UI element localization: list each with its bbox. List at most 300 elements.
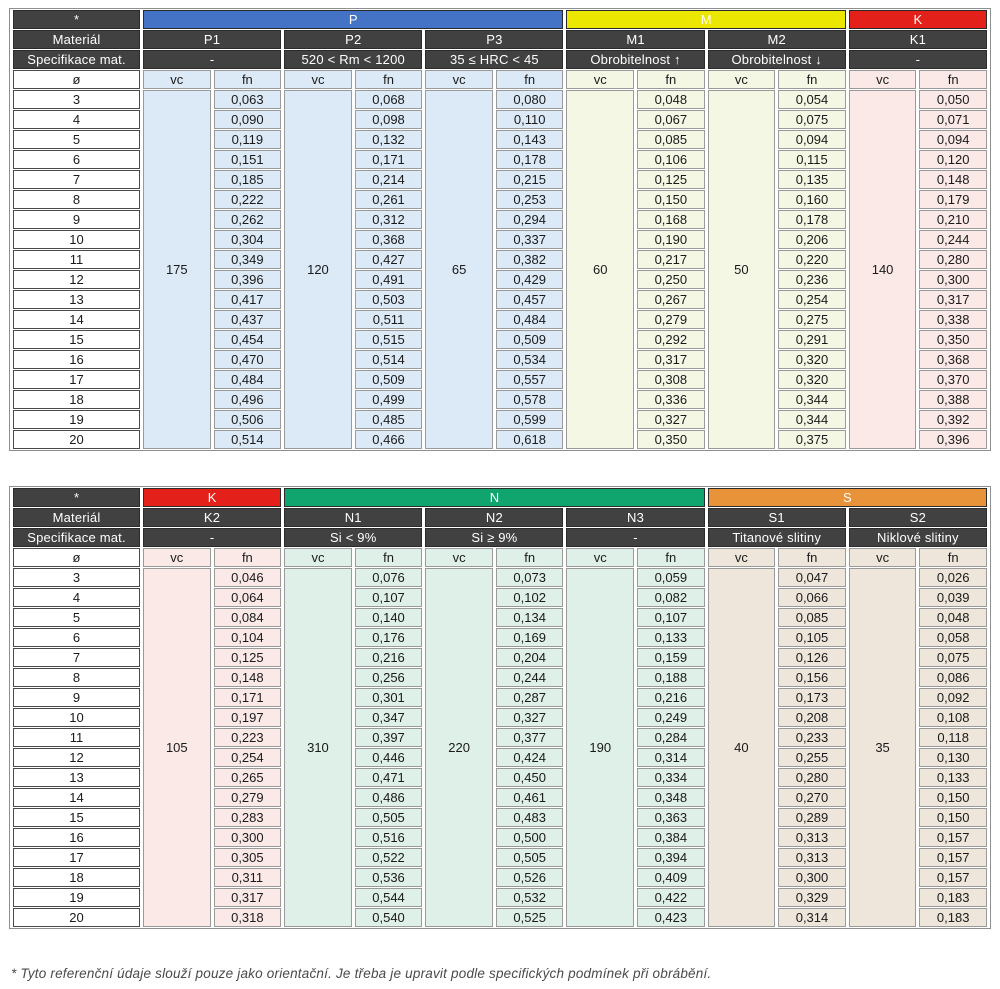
fn-value-N3: 0,059 [637, 568, 705, 587]
fn-value-K2: 0,064 [214, 588, 282, 607]
fn-value-P3: 0,599 [496, 410, 564, 429]
fn-value-M2: 0,344 [778, 410, 846, 429]
fn-value-P1: 0,151 [214, 150, 282, 169]
fn-value-M2: 0,075 [778, 110, 846, 129]
fn-value-P3: 0,080 [496, 90, 564, 109]
fn-value-M2: 0,375 [778, 430, 846, 449]
fn-value-M2: 0,320 [778, 350, 846, 369]
diameter-cell: 14 [13, 788, 140, 807]
diameter-cell: 10 [13, 708, 140, 727]
fn-value-K2: 0,317 [214, 888, 282, 907]
fn-value-N2: 0,500 [496, 828, 564, 847]
diameter-column-header: ø [13, 548, 140, 567]
fn-value-N1: 0,540 [355, 908, 423, 927]
fn-value-N2: 0,483 [496, 808, 564, 827]
fn-value-N3: 0,133 [637, 628, 705, 647]
fn-value-S1: 0,270 [778, 788, 846, 807]
diameter-cell: 5 [13, 608, 140, 627]
fn-value-S2: 0,183 [919, 908, 987, 927]
fn-value-S2: 0,157 [919, 868, 987, 887]
diameter-cell: 16 [13, 828, 140, 847]
material-row-label: Materiál [13, 30, 140, 49]
fn-value-S1: 0,313 [778, 828, 846, 847]
fn-value-N2: 0,377 [496, 728, 564, 747]
fn-value-N2: 0,327 [496, 708, 564, 727]
fn-value-S2: 0,108 [919, 708, 987, 727]
vc-header-P2: vc [284, 70, 352, 89]
fn-value-N1: 0,347 [355, 708, 423, 727]
fn-value-P3: 0,509 [496, 330, 564, 349]
vc-value-P2: 120 [284, 90, 352, 449]
fn-value-N1: 0,536 [355, 868, 423, 887]
fn-value-K2: 0,171 [214, 688, 282, 707]
fn-value-P2: 0,514 [355, 350, 423, 369]
fn-value-N2: 0,505 [496, 848, 564, 867]
vc-value-K1: 140 [849, 90, 917, 449]
fn-value-K1: 0,050 [919, 90, 987, 109]
fn-value-N2: 0,073 [496, 568, 564, 587]
vc-header-P3: vc [425, 70, 493, 89]
iso-group-band-K: K [849, 10, 987, 29]
iso-group-band-N: N [284, 488, 704, 507]
fn-value-M2: 0,178 [778, 210, 846, 229]
diameter-cell: 20 [13, 430, 140, 449]
fn-value-S1: 0,085 [778, 608, 846, 627]
fn-value-S2: 0,092 [919, 688, 987, 707]
fn-value-S2: 0,048 [919, 608, 987, 627]
fn-header-P2: fn [355, 70, 423, 89]
fn-value-K1: 0,388 [919, 390, 987, 409]
diameter-cell: 18 [13, 390, 140, 409]
fn-value-K1: 0,094 [919, 130, 987, 149]
fn-value-N3: 0,314 [637, 748, 705, 767]
fn-value-N2: 0,134 [496, 608, 564, 627]
fn-value-M2: 0,220 [778, 250, 846, 269]
spec-header-N2: Si ≥ 9% [425, 528, 563, 547]
fn-value-K2: 0,300 [214, 828, 282, 847]
fn-value-P2: 0,466 [355, 430, 423, 449]
fn-value-N3: 0,107 [637, 608, 705, 627]
spec-row-label: Specifikace mat. [13, 528, 140, 547]
fn-value-M2: 0,254 [778, 290, 846, 309]
footnote: * Tyto referenční údaje slouží pouze jako orientační. Je třeba je upravit podle specifických podmínek při obrábění. [11, 966, 712, 981]
fn-value-K1: 0,370 [919, 370, 987, 389]
fn-value-P2: 0,427 [355, 250, 423, 269]
spec-header-M1: Obrobitelnost ↑ [566, 50, 704, 69]
fn-value-M1: 0,317 [637, 350, 705, 369]
diameter-cell: 11 [13, 250, 140, 269]
fn-value-P3: 0,253 [496, 190, 564, 209]
fn-value-N1: 0,486 [355, 788, 423, 807]
material-header-P2: P2 [284, 30, 422, 49]
fn-value-P1: 0,349 [214, 250, 282, 269]
fn-value-P1: 0,454 [214, 330, 282, 349]
fn-value-P3: 0,429 [496, 270, 564, 289]
fn-value-K2: 0,223 [214, 728, 282, 747]
fn-value-M1: 0,067 [637, 110, 705, 129]
fn-header-P1: fn [214, 70, 282, 89]
vc-header-N2: vc [425, 548, 493, 567]
fn-value-M1: 0,327 [637, 410, 705, 429]
fn-value-P3: 0,457 [496, 290, 564, 309]
table-row [13, 90, 987, 109]
fn-value-N3: 0,159 [637, 648, 705, 667]
spec-header-P1: - [143, 50, 281, 69]
fn-value-P2: 0,509 [355, 370, 423, 389]
vc-header-N3: vc [566, 548, 634, 567]
cutting-table-top [9, 8, 991, 451]
fn-value-S2: 0,130 [919, 748, 987, 767]
fn-value-S1: 0,173 [778, 688, 846, 707]
vc-value-P3: 65 [425, 90, 493, 449]
fn-value-P3: 0,110 [496, 110, 564, 129]
cutting-table-bottom-table [10, 487, 990, 928]
fn-value-S2: 0,157 [919, 848, 987, 867]
fn-value-N3: 0,334 [637, 768, 705, 787]
iso-group-band-M: M [566, 10, 845, 29]
material-header-M2: M2 [708, 30, 846, 49]
fn-value-M2: 0,054 [778, 90, 846, 109]
fn-value-S2: 0,150 [919, 808, 987, 827]
fn-value-K1: 0,350 [919, 330, 987, 349]
fn-value-S1: 0,233 [778, 728, 846, 747]
fn-value-P2: 0,368 [355, 230, 423, 249]
fn-value-S1: 0,280 [778, 768, 846, 787]
fn-value-N2: 0,244 [496, 668, 564, 687]
fn-value-S1: 0,300 [778, 868, 846, 887]
material-header-M1: M1 [566, 30, 704, 49]
fn-value-N3: 0,423 [637, 908, 705, 927]
fn-value-S2: 0,150 [919, 788, 987, 807]
fn-value-M1: 0,048 [637, 90, 705, 109]
fn-value-S1: 0,126 [778, 648, 846, 667]
fn-value-P2: 0,068 [355, 90, 423, 109]
fn-value-N1: 0,516 [355, 828, 423, 847]
diameter-cell: 15 [13, 330, 140, 349]
iso-group-band-P: P [143, 10, 563, 29]
fn-value-K2: 0,125 [214, 648, 282, 667]
fn-value-S1: 0,047 [778, 568, 846, 587]
fn-value-K2: 0,318 [214, 908, 282, 927]
fn-value-K1: 0,210 [919, 210, 987, 229]
fn-value-N3: 0,348 [637, 788, 705, 807]
fn-value-M1: 0,085 [637, 130, 705, 149]
fn-value-S1: 0,329 [778, 888, 846, 907]
diameter-cell: 9 [13, 210, 140, 229]
fn-value-N3: 0,409 [637, 868, 705, 887]
fn-value-M1: 0,190 [637, 230, 705, 249]
fn-value-N2: 0,525 [496, 908, 564, 927]
fn-header-N1: fn [355, 548, 423, 567]
spec-header-N3: - [566, 528, 704, 547]
diameter-column-header: ø [13, 70, 140, 89]
fn-value-P3: 0,618 [496, 430, 564, 449]
fn-value-S1: 0,105 [778, 628, 846, 647]
fn-value-M2: 0,160 [778, 190, 846, 209]
spec-header-N1: Si < 9% [284, 528, 422, 547]
spec-header-P2: 520 < Rm < 1200 [284, 50, 422, 69]
material-header-N2: N2 [425, 508, 563, 527]
fn-value-P1: 0,396 [214, 270, 282, 289]
fn-value-M1: 0,336 [637, 390, 705, 409]
fn-value-S1: 0,208 [778, 708, 846, 727]
spec-header-S2: Niklové slitiny [849, 528, 987, 547]
fn-value-S1: 0,255 [778, 748, 846, 767]
fn-value-P1: 0,506 [214, 410, 282, 429]
cutting-data-tables [9, 8, 991, 929]
spec-header-K2: - [143, 528, 281, 547]
diameter-cell: 13 [13, 768, 140, 787]
fn-value-M2: 0,320 [778, 370, 846, 389]
spec-header-K1: - [849, 50, 987, 69]
fn-value-N1: 0,256 [355, 668, 423, 687]
fn-header-K2: fn [214, 548, 282, 567]
fn-value-N2: 0,287 [496, 688, 564, 707]
fn-value-M1: 0,217 [637, 250, 705, 269]
fn-value-K2: 0,197 [214, 708, 282, 727]
fn-header-S1: fn [778, 548, 846, 567]
fn-value-K1: 0,280 [919, 250, 987, 269]
material-header-S1: S1 [708, 508, 846, 527]
vc-value-M2: 50 [708, 90, 776, 449]
fn-value-P1: 0,437 [214, 310, 282, 329]
fn-header-M2: fn [778, 70, 846, 89]
fn-value-N2: 0,526 [496, 868, 564, 887]
diameter-cell: 5 [13, 130, 140, 149]
fn-value-S2: 0,183 [919, 888, 987, 907]
fn-value-S2: 0,075 [919, 648, 987, 667]
fn-value-N3: 0,249 [637, 708, 705, 727]
fn-value-P3: 0,578 [496, 390, 564, 409]
fn-value-N3: 0,284 [637, 728, 705, 747]
fn-header-S2: fn [919, 548, 987, 567]
diameter-cell: 11 [13, 728, 140, 747]
fn-value-S1: 0,289 [778, 808, 846, 827]
vc-header-S1: vc [708, 548, 776, 567]
fn-value-P2: 0,491 [355, 270, 423, 289]
fn-value-M1: 0,168 [637, 210, 705, 229]
fn-value-N2: 0,204 [496, 648, 564, 667]
fn-value-N3: 0,216 [637, 688, 705, 707]
fn-value-N3: 0,394 [637, 848, 705, 867]
diameter-cell: 15 [13, 808, 140, 827]
fn-header-M1: fn [637, 70, 705, 89]
fn-value-M2: 0,094 [778, 130, 846, 149]
material-header-K2: K2 [143, 508, 281, 527]
vc-value-N1: 310 [284, 568, 352, 927]
diameter-cell: 6 [13, 150, 140, 169]
fn-value-N1: 0,301 [355, 688, 423, 707]
fn-value-M1: 0,267 [637, 290, 705, 309]
fn-value-N1: 0,522 [355, 848, 423, 867]
fn-value-S2: 0,039 [919, 588, 987, 607]
fn-value-N1: 0,176 [355, 628, 423, 647]
cutting-table-bottom [9, 486, 991, 929]
fn-value-K2: 0,283 [214, 808, 282, 827]
fn-value-S2: 0,157 [919, 828, 987, 847]
fn-value-K1: 0,300 [919, 270, 987, 289]
diameter-cell: 17 [13, 848, 140, 867]
spec-row-label: Specifikace mat. [13, 50, 140, 69]
fn-value-K1: 0,396 [919, 430, 987, 449]
fn-value-K2: 0,265 [214, 768, 282, 787]
fn-value-K1: 0,338 [919, 310, 987, 329]
fn-value-S2: 0,133 [919, 768, 987, 787]
vc-value-M1: 60 [566, 90, 634, 449]
fn-value-N1: 0,505 [355, 808, 423, 827]
fn-value-M2: 0,236 [778, 270, 846, 289]
diameter-cell: 12 [13, 748, 140, 767]
corner-asterisk: * [13, 488, 140, 507]
fn-value-P3: 0,534 [496, 350, 564, 369]
fn-value-M1: 0,250 [637, 270, 705, 289]
vc-header-M2: vc [708, 70, 776, 89]
cutting-table-top-table [10, 9, 990, 450]
spec-header-P3: 35 ≤ HRC < 45 [425, 50, 563, 69]
fn-value-S2: 0,086 [919, 668, 987, 687]
material-row-label: Materiál [13, 508, 140, 527]
fn-value-N2: 0,450 [496, 768, 564, 787]
diameter-cell: 9 [13, 688, 140, 707]
vc-header-S2: vc [849, 548, 917, 567]
material-header-P3: P3 [425, 30, 563, 49]
fn-value-P2: 0,511 [355, 310, 423, 329]
fn-value-P1: 0,222 [214, 190, 282, 209]
fn-value-N3: 0,384 [637, 828, 705, 847]
fn-value-P1: 0,304 [214, 230, 282, 249]
fn-value-M2: 0,115 [778, 150, 846, 169]
spec-header-M2: Obrobitelnost ↓ [708, 50, 846, 69]
fn-value-M2: 0,275 [778, 310, 846, 329]
fn-value-P3: 0,143 [496, 130, 564, 149]
diameter-cell: 17 [13, 370, 140, 389]
fn-value-S2: 0,118 [919, 728, 987, 747]
fn-header-P3: fn [496, 70, 564, 89]
diameter-cell: 4 [13, 110, 140, 129]
fn-value-P2: 0,132 [355, 130, 423, 149]
material-header-S2: S2 [849, 508, 987, 527]
fn-value-M1: 0,106 [637, 150, 705, 169]
fn-value-P2: 0,098 [355, 110, 423, 129]
fn-value-K1: 0,071 [919, 110, 987, 129]
fn-value-M1: 0,350 [637, 430, 705, 449]
fn-value-N2: 0,169 [496, 628, 564, 647]
diameter-cell: 3 [13, 568, 140, 587]
diameter-cell: 7 [13, 648, 140, 667]
diameter-cell: 19 [13, 410, 140, 429]
fn-value-K2: 0,311 [214, 868, 282, 887]
fn-value-K2: 0,305 [214, 848, 282, 867]
fn-value-N1: 0,544 [355, 888, 423, 907]
fn-value-M1: 0,125 [637, 170, 705, 189]
vc-value-S1: 40 [708, 568, 776, 927]
fn-value-K1: 0,368 [919, 350, 987, 369]
diameter-cell: 20 [13, 908, 140, 927]
fn-value-P1: 0,514 [214, 430, 282, 449]
fn-value-P1: 0,119 [214, 130, 282, 149]
vc-header-K1: vc [849, 70, 917, 89]
fn-value-N3: 0,363 [637, 808, 705, 827]
fn-value-K2: 0,046 [214, 568, 282, 587]
fn-value-K1: 0,179 [919, 190, 987, 209]
diameter-cell: 13 [13, 290, 140, 309]
fn-value-K1: 0,120 [919, 150, 987, 169]
fn-value-S2: 0,058 [919, 628, 987, 647]
fn-value-P2: 0,485 [355, 410, 423, 429]
vc-header-K2: vc [143, 548, 211, 567]
material-header-N3: N3 [566, 508, 704, 527]
corner-asterisk: * [13, 10, 140, 29]
vc-header-N1: vc [284, 548, 352, 567]
fn-value-N1: 0,397 [355, 728, 423, 747]
fn-value-P3: 0,382 [496, 250, 564, 269]
fn-value-N1: 0,076 [355, 568, 423, 587]
fn-value-K2: 0,148 [214, 668, 282, 687]
fn-value-K1: 0,317 [919, 290, 987, 309]
diameter-cell: 19 [13, 888, 140, 907]
diameter-cell: 18 [13, 868, 140, 887]
fn-value-P3: 0,178 [496, 150, 564, 169]
fn-value-S1: 0,156 [778, 668, 846, 687]
fn-value-K2: 0,254 [214, 748, 282, 767]
iso-group-band-K: K [143, 488, 281, 507]
fn-value-K1: 0,148 [919, 170, 987, 189]
vc-value-K2: 105 [143, 568, 211, 927]
fn-value-P2: 0,499 [355, 390, 423, 409]
table-row [13, 568, 987, 587]
diameter-cell: 3 [13, 90, 140, 109]
fn-value-S1: 0,313 [778, 848, 846, 867]
fn-value-P1: 0,063 [214, 90, 282, 109]
fn-value-K2: 0,279 [214, 788, 282, 807]
fn-value-M2: 0,344 [778, 390, 846, 409]
fn-value-M2: 0,291 [778, 330, 846, 349]
fn-value-S2: 0,026 [919, 568, 987, 587]
fn-value-P3: 0,484 [496, 310, 564, 329]
fn-value-P2: 0,515 [355, 330, 423, 349]
fn-value-P2: 0,261 [355, 190, 423, 209]
material-header-P1: P1 [143, 30, 281, 49]
diameter-cell: 7 [13, 170, 140, 189]
fn-value-M2: 0,206 [778, 230, 846, 249]
vc-value-N3: 190 [566, 568, 634, 927]
fn-value-S1: 0,066 [778, 588, 846, 607]
diameter-cell: 14 [13, 310, 140, 329]
fn-value-P1: 0,090 [214, 110, 282, 129]
fn-value-N1: 0,446 [355, 748, 423, 767]
fn-value-N3: 0,082 [637, 588, 705, 607]
fn-value-M1: 0,279 [637, 310, 705, 329]
fn-value-P1: 0,496 [214, 390, 282, 409]
fn-value-P3: 0,337 [496, 230, 564, 249]
fn-value-N3: 0,188 [637, 668, 705, 687]
fn-value-N3: 0,422 [637, 888, 705, 907]
fn-value-N2: 0,532 [496, 888, 564, 907]
fn-value-S1: 0,314 [778, 908, 846, 927]
iso-group-band-S: S [708, 488, 987, 507]
fn-value-M1: 0,292 [637, 330, 705, 349]
fn-value-P3: 0,557 [496, 370, 564, 389]
vc-value-S2: 35 [849, 568, 917, 927]
fn-value-N2: 0,424 [496, 748, 564, 767]
fn-value-P1: 0,185 [214, 170, 282, 189]
fn-value-P2: 0,214 [355, 170, 423, 189]
fn-value-M1: 0,150 [637, 190, 705, 209]
fn-value-N1: 0,471 [355, 768, 423, 787]
fn-value-P1: 0,470 [214, 350, 282, 369]
fn-header-K1: fn [919, 70, 987, 89]
fn-value-P2: 0,171 [355, 150, 423, 169]
